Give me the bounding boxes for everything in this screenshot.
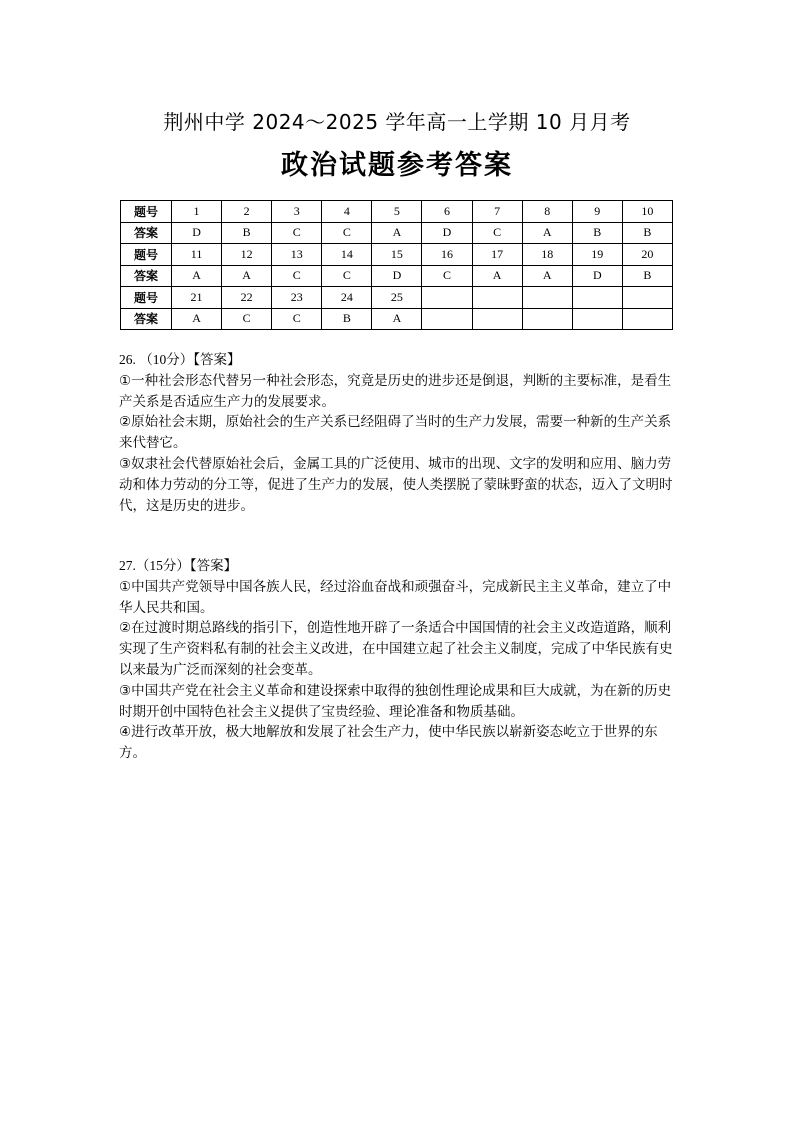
question-26-heading: 26. （10分）【答案】 <box>119 352 241 367</box>
table-cell <box>422 287 472 309</box>
table-cell: 23 <box>272 287 322 309</box>
row-label-answer: 答案 <box>121 222 172 244</box>
table-cell: 3 <box>272 201 322 223</box>
table-cell: C <box>272 222 322 244</box>
exam-subtitle: 荆州中学 2024～2025 学年高一上学期 10 月月考 <box>163 110 631 134</box>
table-cell: 16 <box>422 244 472 266</box>
table-cell: B <box>622 265 672 287</box>
table-cell: C <box>272 265 322 287</box>
table-cell: A <box>372 222 422 244</box>
table-cell: 21 <box>172 287 222 309</box>
table-cell <box>422 308 472 330</box>
answer-point: ③奴隶社会代替原始社会后，金属工具的广泛使用、城市的出现、文字的发明和应用、脑力劳动和体力劳动的分工等，促进了生产力的发展，使人类摆脱了蒙昧野蛮的状态，迈入了文明时代，这是历史的进步。 <box>119 455 673 514</box>
table-cell: D <box>422 222 472 244</box>
table-cell: 8 <box>522 201 572 223</box>
table-cell <box>522 287 572 309</box>
table-cell: D <box>172 222 222 244</box>
table-cell: 14 <box>322 244 372 266</box>
table-row-numbers <box>121 244 673 266</box>
table-cell: C <box>322 222 372 244</box>
table-cell <box>572 308 622 330</box>
table-cell: B <box>222 222 272 244</box>
table-cell <box>472 308 522 330</box>
table-cell <box>622 287 672 309</box>
table-cell: 22 <box>222 287 272 309</box>
table-cell <box>572 287 622 309</box>
table-cell: D <box>372 265 422 287</box>
table-cell: C <box>422 265 472 287</box>
table-cell <box>522 308 572 330</box>
table-cell: A <box>522 222 572 244</box>
table-cell: C <box>322 265 372 287</box>
question-27-answer <box>119 556 679 764</box>
table-cell: 24 <box>322 287 372 309</box>
table-cell: 7 <box>472 201 522 223</box>
table-cell: B <box>322 308 372 330</box>
table-cell: 20 <box>622 244 672 266</box>
table-cell: B <box>622 222 672 244</box>
table-row-answers <box>121 222 673 244</box>
table-cell <box>472 287 522 309</box>
table-row-answers <box>121 308 673 330</box>
row-label-answer: 答案 <box>121 265 172 287</box>
table-row-answers <box>121 265 673 287</box>
table-cell: C <box>272 308 322 330</box>
table-cell: 10 <box>622 201 672 223</box>
row-label-answer: 答案 <box>121 308 172 330</box>
table-cell: 15 <box>372 244 422 266</box>
table-cell: 1 <box>172 201 222 223</box>
table-cell: 17 <box>472 244 522 266</box>
table-row-numbers <box>121 287 673 309</box>
table-cell: 6 <box>422 201 472 223</box>
table-cell: D <box>572 265 622 287</box>
table-cell: 4 <box>322 201 372 223</box>
row-label-number: 题号 <box>121 287 172 309</box>
table-cell: 2 <box>222 201 272 223</box>
table-cell: A <box>172 308 222 330</box>
table-cell: A <box>372 308 422 330</box>
table-cell: 13 <box>272 244 322 266</box>
document-title: 政治试题参考答案 <box>281 150 513 181</box>
answer-point: ①一种社会形态代替另一种社会形态，究竟是历史的进步还是倒退，判断的主要标准，是看生产关系是否适应生产力的发展要求。 <box>119 372 672 410</box>
table-cell: 11 <box>172 244 222 266</box>
answer-point: ①中国共产党领导中国各族人民，经过浴血奋战和顽强奋斗，完成新民主主义革命，建立了中华人民共和国。 <box>119 578 672 616</box>
table-cell: A <box>472 265 522 287</box>
table-cell: 18 <box>522 244 572 266</box>
answer-point: ②在过渡时期总路线的指引下，创造性地开辟了一条适合中国国情的社会主义改造道路，顺利实现了生产资料私有制的社会主义改进，在中国建立起了社会主义制度，完成了中华民族有史以来最为广泛而深刻的社会变革。 <box>119 620 673 678</box>
answer-point: ③中国共产党在社会主义革命和建设探索中取得的独创性理论成果和巨大成就，为在新的历史时期开创中国特色社会主义提供了宝贵经验、理论准备和物质基础。 <box>119 682 672 720</box>
table-cell: 9 <box>572 201 622 223</box>
answer-table <box>120 200 673 330</box>
table-cell: A <box>522 265 572 287</box>
table-cell: 25 <box>372 287 422 309</box>
table-cell: C <box>472 222 522 244</box>
table-cell: 5 <box>372 201 422 223</box>
table-cell: C <box>222 308 272 330</box>
answer-point: ②原始社会末期，原始社会的生产关系已经阻碍了当时的生产力发展，需要一种新的生产关系来代替它。 <box>119 414 672 452</box>
table-cell: 19 <box>572 244 622 266</box>
table-cell: 12 <box>222 244 272 266</box>
question-26-answer <box>119 350 679 516</box>
table-cell <box>622 308 672 330</box>
row-label-number: 题号 <box>121 201 172 223</box>
table-row-numbers <box>121 201 673 223</box>
table-cell: B <box>572 222 622 244</box>
answer-point: ④进行改革开放，极大地解放和发展了社会生产力，使中华民族以崭新姿态屹立于世界的东方。 <box>119 724 658 762</box>
row-label-number: 题号 <box>121 244 172 266</box>
table-cell: A <box>172 265 222 287</box>
question-27-heading: 27.（15分）【答案】 <box>119 558 238 573</box>
table-cell: A <box>222 265 272 287</box>
